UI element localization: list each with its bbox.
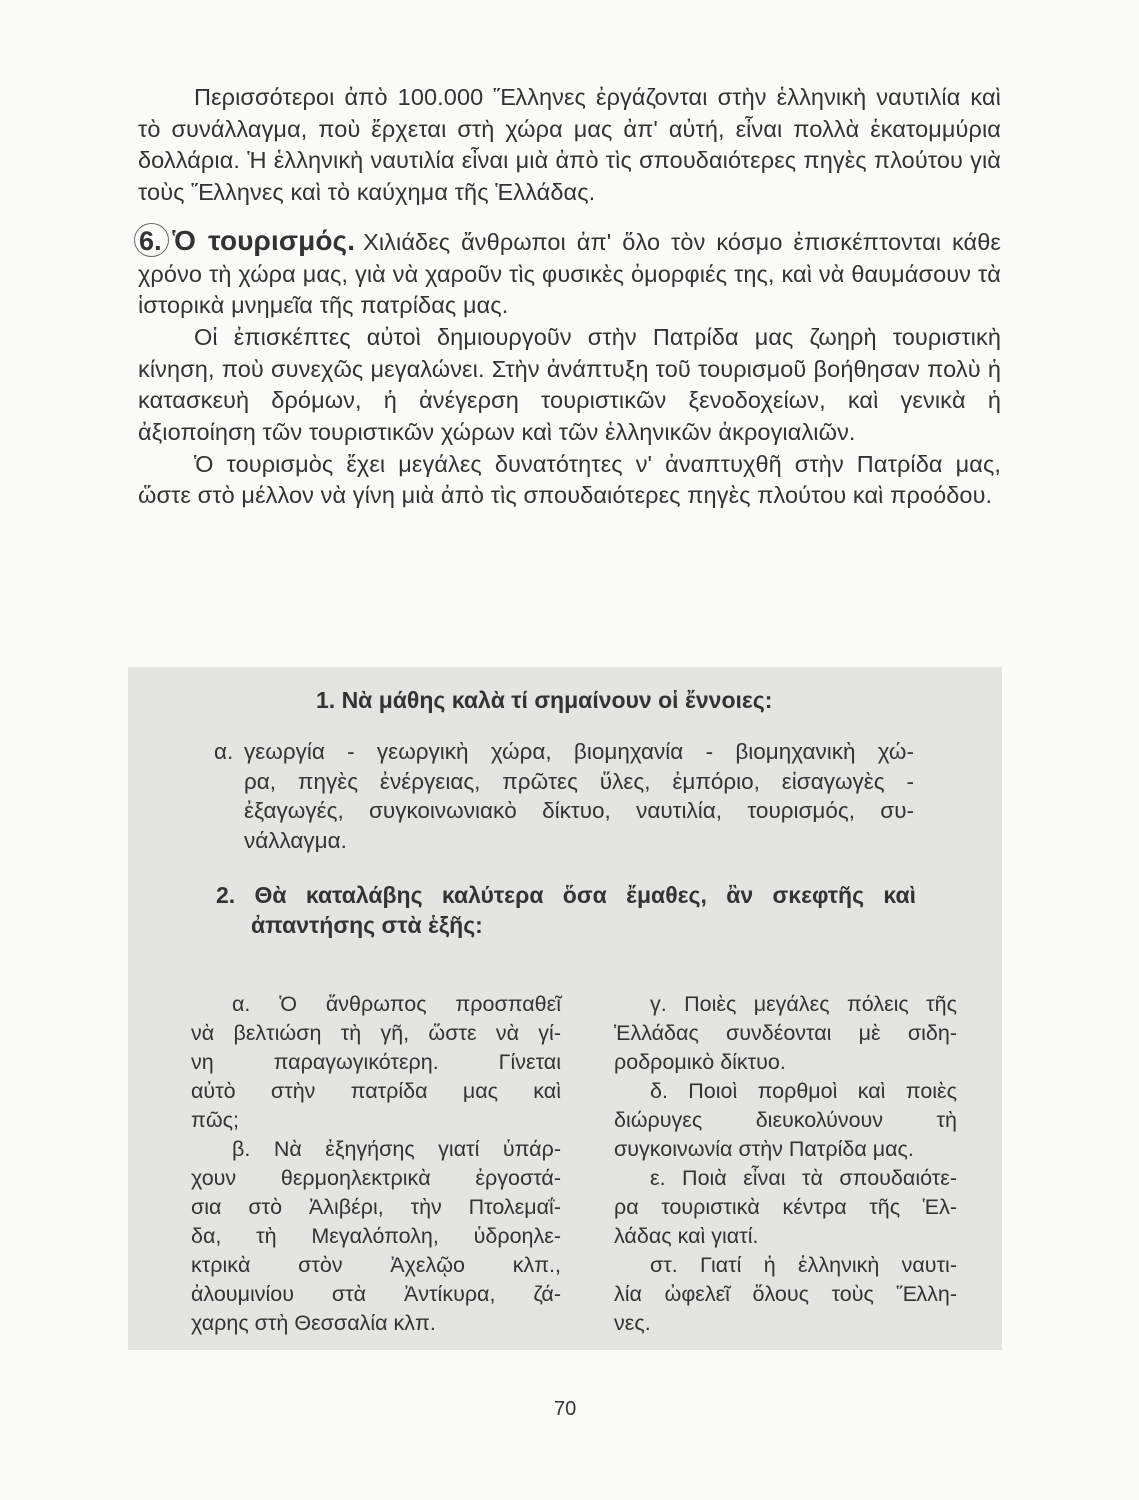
questions-left-column — [191, 990, 561, 1338]
intro-line: εἶναι πολλὰ ἑκατομμύρια δολλάρια. Ἡ ἑλληνικὴ ναυτιλία εἶναι μιὰ — [138, 115, 1001, 174]
section6-paragraph3: Ὁ τουρισμὸς ἔχει μεγάλες δυνατότητες ν' ἀναπτυχθῆ στὴν Πατρίδα μας, ὥστε στὸ μέλλον νὰ γίνη μιὰ ἀπὸ τὶς σπουδαιότερες πηγὲς πλούτου καὶ προόδου. — [138, 450, 1001, 509]
section6-text: Χιλιάδες ἄνθρωποι ἀπ' ὅλο τὸν κόσμο ἐπισκέπτονται κάθε χρόνο τὴ χώρα μας, γιὰ νὰ χαροῦν τὶς φυσικὲς ὀμορφιές της, καὶ νὰ θαυμάσουν τὰ ἱστορικὰ μνημεῖα τῆς πατρίδας μας. — [138, 228, 1001, 319]
item-label: α. — [214, 739, 234, 764]
exercise2-title — [216, 880, 916, 940]
section-number-circled: 6. — [134, 223, 169, 257]
section6-paragraph2: Οἱ ἐπισκέπτες αὐτοὶ δημιουργοῦν στὴν Πατρίδα μας ζωηρὴ τουριστικὴ κίνηση, ποὺ συνεχῶς μεγαλώνει. Στὴν ἀνάπτυξη τοῦ τουρισμοῦ βοήθησαν πολὺ ἡ κατασκευὴ δρόμων, ἡ ἀνέγερση τουριστικῶν ξενοδοχείων, καὶ γενικὰ ἡ ἀξιοποίηση τῶν τουριστικῶν χώρων καὶ τῶν ἑλληνικῶν ἀκρογιαλιῶν. — [138, 323, 1001, 446]
questions-right-column — [614, 990, 957, 1338]
exercise1-line: ρα, πηγὲς ἐνέργειας, πρῶτες ὕλες, ἐμπόριο, εἰσαγωγὲς - — [244, 768, 914, 794]
exercise2-title-line: ἀπαντήσης στὰ ἑξῆς: — [251, 912, 483, 938]
question-line: στ. Γιατί ἡ ἑλληνικὴ ναυτι- — [650, 1253, 957, 1277]
intro-line: ἀπὸ τὶς σπουδαιότερες πηγὲς πλούτου γιὰ τοὺς Ἕλληνες καὶ τὸ — [138, 147, 1001, 206]
question-line: κτρικὰ στὸν Ἀχελῷο κλπ., — [191, 1253, 561, 1277]
section-title: Ὁ τουρισμός. — [172, 224, 356, 256]
intro-line: καύχημα τῆς Ἑλλάδας. — [356, 179, 596, 206]
question-line: λία ὠφελεῖ ὅλους τοὺς Ἕλλη- — [614, 1282, 957, 1306]
question-line: γ. Ποιὲς μεγάλες πόλεις τῆς — [650, 992, 957, 1016]
question-line: νες. — [614, 1311, 651, 1335]
question-line: χουν θερμοηλεκτρικὰ ἐργοστά- — [191, 1166, 561, 1190]
main-text — [138, 82, 1001, 512]
question-line: Ἑλλάδας συνδέονται μὲ σιδη- — [614, 1021, 957, 1045]
question-line: πῶς; — [191, 1108, 239, 1132]
exercise1-body — [210, 737, 914, 855]
exercise2-title-line: 2. Θὰ καταλάβης καλύτερα ὅσα ἔμαθες, ἂν σκεφτῆς καὶ — [216, 882, 916, 908]
question-line: β. Νὰ ἐξηγήσης γιατί ὑπάρ- — [232, 1137, 561, 1161]
question-line: συγκοινωνία στὴν Πατρίδα μας. — [614, 1137, 914, 1161]
intro-paragraph — [138, 82, 1001, 209]
question-line: χαρης στὴ Θεσσαλία κλπ. — [191, 1311, 436, 1335]
question-line: δ. Ποιοὶ πορθμοὶ καὶ ποιὲς — [650, 1079, 957, 1103]
exercise1-line: ἐξαγωγές, συγκοινωνιακὸ δίκτυο, ναυτιλία, τουρισμός, συ- — [244, 798, 914, 823]
question-line: σια στὸ Ἀλιβέρι, τὴν Πτολεμαΐ- — [191, 1195, 561, 1219]
intro-line: ναυτιλία καὶ τὸ συνάλλαγμα, ποὺ ἔρχεται στὴ χώρα μας ἀπ' αὐτή, — [138, 84, 1001, 142]
page-number: 70 — [554, 1398, 577, 1420]
question-line: ροδρομικὸ δίκτυο. — [614, 1050, 786, 1074]
question-line: ρα τουριστικὰ κέντρα τῆς Ἑλ- — [614, 1195, 957, 1219]
question-line: ε. Ποιὰ εἶναι τὰ σπουδαιότε- — [650, 1166, 957, 1190]
question-line: ἀλουμινίου στὰ Ἀντίκυρα, ζά- — [191, 1282, 561, 1306]
question-line: λάδας καὶ γιατί. — [614, 1224, 759, 1248]
exercise1-title: 1. Νὰ μάθης καλὰ τί σημαίνουν οἱ ἔννοιες: — [316, 687, 773, 713]
exercise1-line-text: γεωργία - γεωργικὴ χώρα, βιομηχανία - βιομηχανικὴ χώ- — [244, 739, 914, 764]
question-line: νὰ βελτιώση τὴ γῆ, ὥστε νὰ γί- — [191, 1021, 561, 1045]
exercise1-line — [210, 737, 914, 767]
question-line: δα, τὴ Μεγαλόπολη, ὑδροηλε- — [191, 1224, 561, 1248]
intro-line: Περισσότεροι ἀπὸ 100.000 Ἕλληνες ἐργάζονται στὴν ἑλληνικὴ — [194, 84, 867, 110]
question-line: νη παραγωγικότερη. Γίνεται — [191, 1050, 561, 1074]
question-line: αὐτὸ στὴν πατρίδα μας καὶ — [191, 1079, 561, 1103]
exercise1-line: νάλλαγμα. — [244, 827, 347, 853]
question-line: διώρυγες διευκολύνουν τὴ — [614, 1108, 957, 1132]
question-line: α. Ὁ ἄνθρωπος προσπαθεῖ — [232, 992, 561, 1016]
section6-paragraph1 — [138, 223, 1001, 322]
